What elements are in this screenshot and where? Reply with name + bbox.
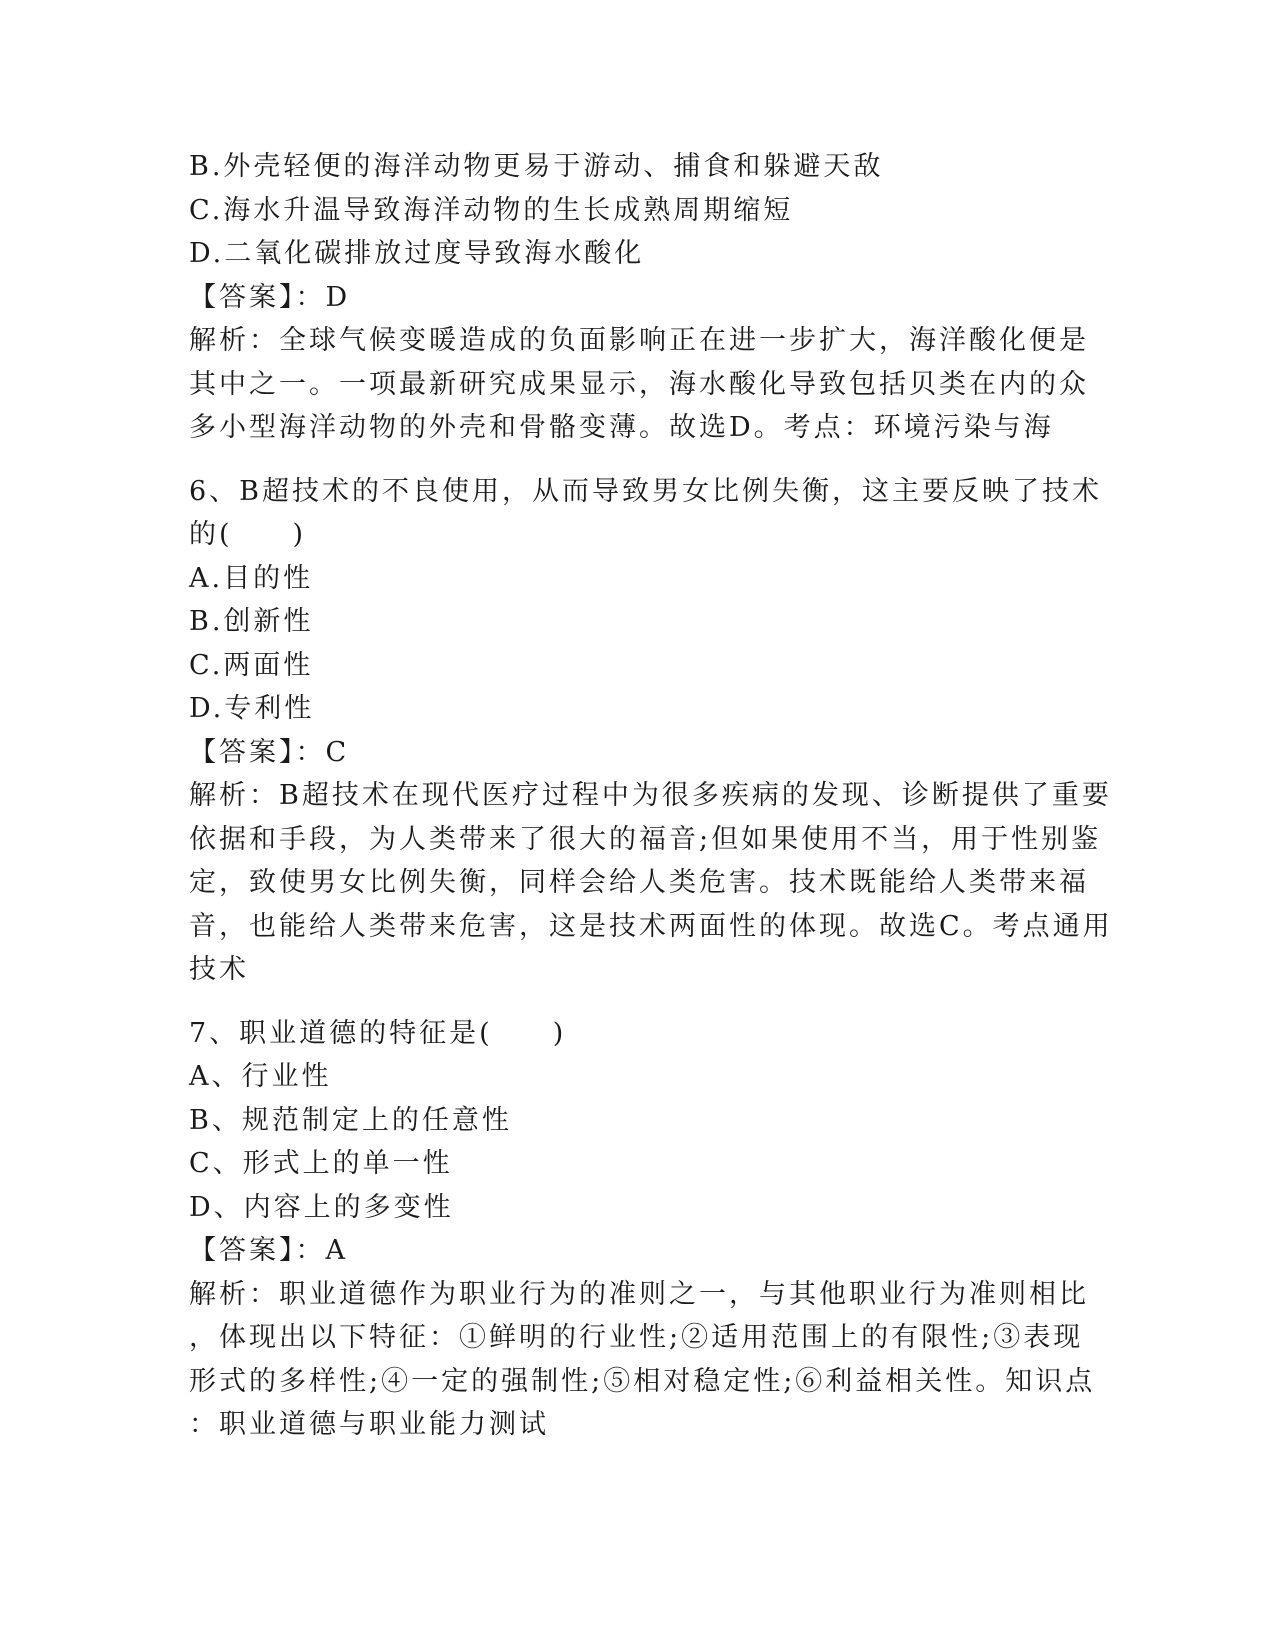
q6-analysis-line: 依据和手段，为人类带来了很大的福音;但如果使用不当，用于性别鉴 (189, 823, 1102, 855)
q7-question: 7、职业道德的特征是( ) (189, 1017, 567, 1049)
q6-answer: 【答案】：C (189, 736, 350, 768)
document-content (189, 145, 1113, 1447)
q6-option-b: B.创新性 (189, 606, 314, 637)
q7-answer: 【答案】：A (189, 1235, 348, 1266)
question-5-block (189, 145, 1089, 450)
spacer (189, 450, 1089, 470)
q5-option-c: C.海水升温导致海洋动物的生长成熟周期缩短 (189, 194, 794, 226)
q5-analysis-line: 解析：全球气候变暖造成的负面影响正在进一步扩大，海洋酸化便是 (189, 325, 1089, 356)
q6-question-line: 6、B超技术的不良使用，从而导致男女比例失衡，这主要反映了技术 (189, 475, 1103, 507)
q7-analysis-line: 解析：职业道德作为职业行为的准则之一，与其他职业行为准则相比 (189, 1278, 1089, 1310)
spacer (189, 992, 1089, 1012)
q5-analysis-line: 其中之一。一项最新研究成果显示，海水酸化导致包括贝类在内的众 (189, 368, 1089, 400)
q5-option-d: D.二氧化碳排放过度导致海水酸化 (189, 238, 645, 269)
q6-analysis-line: 定，致使男女比例失衡，同样会给人类危害。技术既能给人类带来福 (189, 867, 1089, 898)
q6-option-a: A.目的性 (189, 562, 314, 594)
question-7-block (189, 1012, 1096, 1447)
q7-option-d: D、内容上的多变性 (189, 1191, 454, 1223)
q6-analysis-line: 解析：B超技术在现代医疗过程中为很多疾病的发现、诊断提供了重要 (189, 780, 1112, 811)
q6-question-line: 的( ) (189, 519, 307, 550)
q5-analysis-line: 多小型海洋动物的外壳和骨骼变薄。故选D。考点：环境污染与海 (189, 412, 1054, 443)
q7-option-a: A、行业性 (189, 1061, 332, 1092)
q6-option-d: D.专利性 (189, 693, 315, 724)
q7-analysis-line: ：职业道德与职业能力测试 (189, 1409, 549, 1440)
q7-option-c: C、形式上的单一性 (189, 1148, 453, 1179)
q6-analysis-line: 技术 (189, 954, 249, 985)
q7-analysis-line: 形式的多样性;④一定的强制性;⑤相对稳定性;⑥利益相关性。知识点 (189, 1365, 1096, 1397)
q6-option-c: C.两面性 (189, 649, 314, 681)
q5-option-b: B.外壳轻便的海洋动物更易于游动、捕食和躲避天敌 (189, 151, 884, 182)
q7-option-b: B、规范制定上的任意性 (189, 1104, 512, 1136)
q7-analysis-line: ，体现出以下特征：①鲜明的行业性;②适用范围上的有限性;③表现 (189, 1322, 1084, 1353)
question-6-block (189, 470, 1113, 992)
q6-analysis-line: 音，也能给人类带来危害，这是技术两面性的体现。故选C。考点通用 (189, 910, 1113, 942)
q5-answer: 【答案】：D (189, 281, 351, 313)
